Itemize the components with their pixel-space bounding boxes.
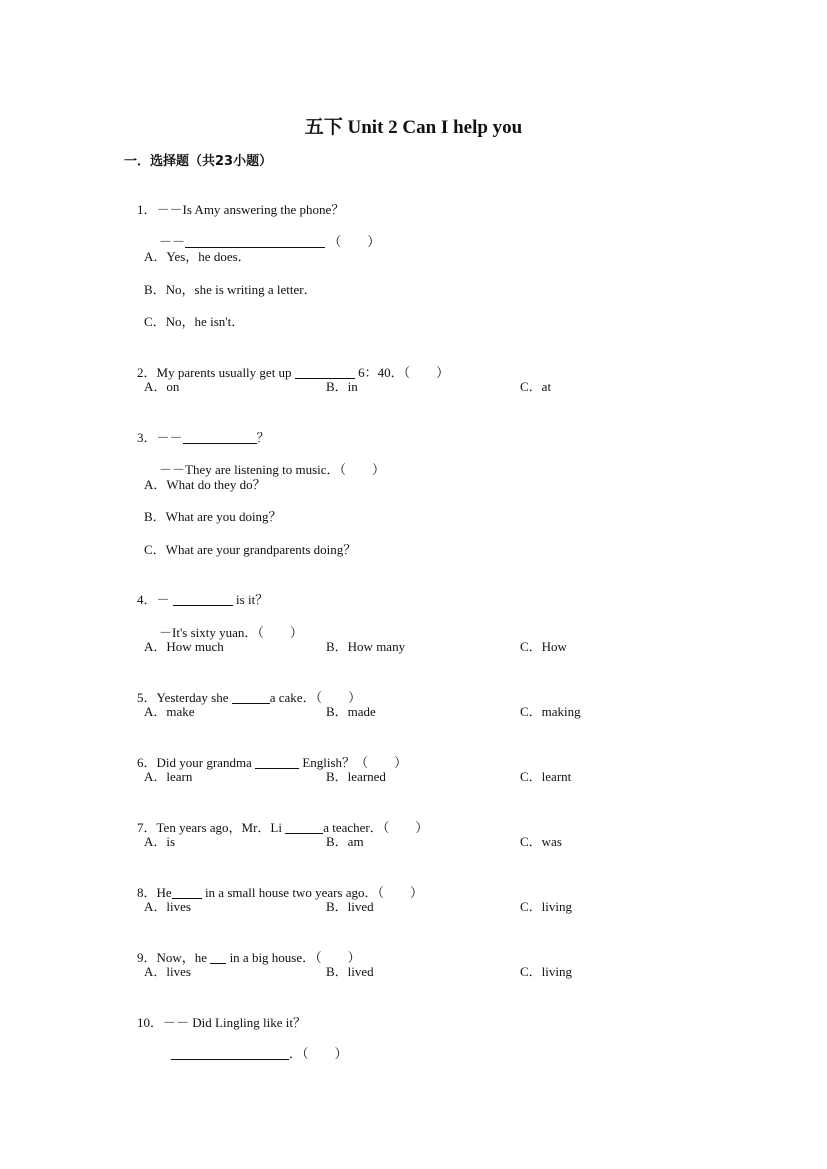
option-a: A．on xyxy=(144,379,180,394)
answer-blank xyxy=(295,364,355,379)
option-b: B．in xyxy=(326,379,358,394)
option-c: C．making xyxy=(520,704,581,719)
option-a: A．Yes，he does． xyxy=(144,249,251,264)
section-heading: 一．选择题（共23小题） xyxy=(124,154,273,169)
question-10-answer-line xyxy=(158,1027,348,1081)
question-number: 7． xyxy=(137,820,157,835)
question-stem-start: －－ xyxy=(156,430,183,445)
question-stem-end: 6：40． xyxy=(354,365,404,380)
question-stem-start: My parents usually get up xyxy=(156,365,295,380)
answer-blank xyxy=(285,819,323,834)
option-a: A．learn xyxy=(144,769,193,784)
question-stem-end: is it？ xyxy=(232,592,269,607)
question-number: 2． xyxy=(137,365,157,380)
option-b: B．No，she is writing a letter． xyxy=(144,282,317,297)
question-stem-start: Ten years ago，Mr．Li xyxy=(156,820,286,835)
answer-parentheses: （ ） xyxy=(302,1046,348,1061)
answer-parentheses: （ ） xyxy=(328,234,381,249)
question-number: 10． xyxy=(137,1015,164,1030)
answer-blank xyxy=(185,233,325,248)
question-stem: －－Is Amy answering the phone？ xyxy=(156,202,345,217)
option-c: C．learnt xyxy=(520,769,572,784)
answer-blank xyxy=(173,591,233,606)
dialogue-reply: －－They are listening to music． xyxy=(159,462,340,477)
answer-parentheses: （ ） xyxy=(339,462,386,477)
answer-parentheses: （ ） xyxy=(315,690,362,705)
option-a: A．What do they do？ xyxy=(144,477,266,492)
question-number: 3． xyxy=(137,430,157,445)
question-number: 9． xyxy=(137,950,157,965)
question-stem-start: Did your grandma xyxy=(156,755,256,770)
option-a: A．make xyxy=(144,704,195,719)
question-stem-end: English？ xyxy=(299,755,356,770)
option-b: B．lived xyxy=(326,964,374,979)
question-stem-end: in a small house two years ago． xyxy=(201,885,378,900)
option-a: A．How much xyxy=(144,639,224,654)
option-c: C．at xyxy=(520,379,552,394)
option-c: C．How xyxy=(520,639,567,654)
question-stem: －－ Did Lingling like it？ xyxy=(163,1015,307,1030)
question-stem-start: Yesterday she xyxy=(156,690,232,705)
option-b: B．learned xyxy=(326,769,386,784)
question-stem-end: ？ xyxy=(256,430,270,445)
answer-blank xyxy=(210,949,226,964)
answer-blank xyxy=(255,754,299,769)
dialogue-reply: －It's sixty yuan． xyxy=(159,625,258,640)
answer-parentheses: （ ） xyxy=(315,950,361,965)
option-c: C．No，he isn't． xyxy=(144,314,245,329)
answer-parentheses: （ ） xyxy=(355,755,408,770)
question-stem-start: Now，he xyxy=(156,950,211,965)
option-a: A．is xyxy=(144,834,176,849)
option-c: C．living xyxy=(520,964,573,979)
question-stem-start: － xyxy=(156,592,170,607)
option-b: B．made xyxy=(326,704,376,719)
option-c: C．What are your grandparents doing？ xyxy=(144,542,357,557)
option-b: B．What are you doing？ xyxy=(144,509,282,524)
answer-parentheses: （ ） xyxy=(377,885,424,900)
question-stem-end: a teacher． xyxy=(323,820,383,835)
answer-blank xyxy=(171,1045,289,1060)
answer-parentheses: （ ） xyxy=(257,625,303,640)
question-number: 5． xyxy=(137,690,157,705)
question-number: 6． xyxy=(137,755,157,770)
answer-parentheses: （ ） xyxy=(382,820,429,835)
option-b: B．lived xyxy=(326,899,374,914)
answer-parentheses: （ ） xyxy=(403,365,450,380)
question-stem-start: He xyxy=(156,885,172,900)
question-number: 1． xyxy=(137,202,157,217)
answer-blank xyxy=(172,884,202,899)
answer-blank xyxy=(183,429,257,444)
page-title: 五下 Unit 2 Can I help you xyxy=(304,117,523,138)
option-a: A．lives xyxy=(144,964,191,979)
question-number: 8． xyxy=(137,885,157,900)
answer-blank xyxy=(232,689,270,704)
question-number: 4． xyxy=(137,592,157,607)
option-a: A．lives xyxy=(144,899,191,914)
dialogue-dash: －－ xyxy=(159,234,186,249)
question-stem-end: in a big house． xyxy=(226,950,316,965)
option-c: C．living xyxy=(520,899,573,914)
option-c: C．was xyxy=(520,834,562,849)
option-b: B．How many xyxy=(326,639,406,654)
question-stem-end: a cake． xyxy=(269,690,316,705)
answer-period: ． xyxy=(289,1046,303,1061)
option-b: B．am xyxy=(326,834,364,849)
